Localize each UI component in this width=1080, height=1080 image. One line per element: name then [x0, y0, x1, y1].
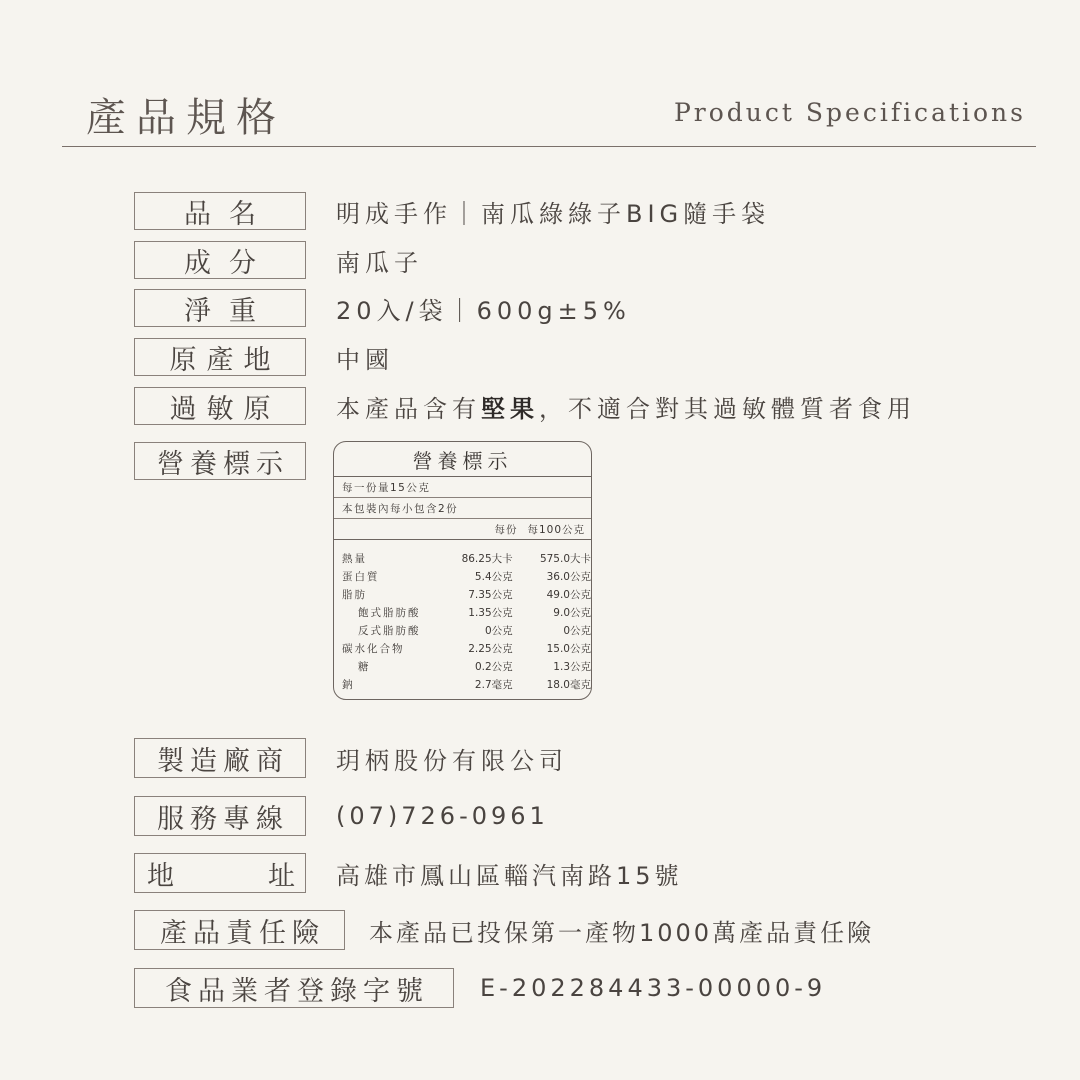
nutrient-per-serving: 86.25大卡: [461, 552, 513, 565]
spec-value-address: 高雄市鳳山區輜汽南路15號: [336, 861, 683, 890]
nutrient-per-100g: 36.0公克: [546, 570, 591, 583]
nutrition-serving-size: 每一份量15公克: [334, 477, 591, 498]
spec-label-origin: 原產地: [134, 338, 306, 376]
nutrient-per-100g: 575.0大卡: [539, 552, 591, 565]
nutrition-rows: [334, 540, 591, 693]
spec-row-ingredients: [134, 241, 423, 279]
nutrient-per-100g: 15.0公克: [546, 642, 591, 655]
allergen-text-pre: 本產品含有: [336, 394, 481, 423]
spec-row-insurance: [134, 910, 874, 950]
nutrition-row: [334, 639, 591, 657]
spec-label-manufacturer: 製造廠商: [134, 738, 306, 778]
allergen-text-post: ，不適合對其過敏體質者食用: [539, 394, 916, 423]
nutrient-per-100g: 0公克: [563, 624, 591, 637]
spec-row-allergen: [134, 387, 916, 425]
page-subtitle: Product Specifications: [673, 98, 1026, 127]
spec-label-net-weight: 淨重: [134, 289, 306, 327]
nutrition-row: [334, 585, 591, 603]
nutrition-row: [334, 675, 591, 693]
spec-label-allergen: 過敏原: [134, 387, 306, 425]
spec-row-address: [134, 853, 683, 893]
nutrition-title: 營養標示: [334, 442, 591, 477]
spec-value-hotline: (07)726-0961: [336, 802, 549, 830]
spec-value-allergen: [336, 389, 916, 424]
spec-value-manufacturer: 玥柄股份有限公司: [336, 746, 568, 775]
nutrient-name: 脂肪: [342, 588, 367, 601]
nutrient-per-100g: 1.3公克: [553, 660, 591, 673]
nutrition-servings: 本包裝內每小包含2份: [334, 498, 591, 519]
spec-row-manufacturer: [134, 738, 568, 778]
nutrient-name: 蛋白質: [342, 570, 380, 583]
nutrition-facts-panel: [333, 441, 592, 700]
nutrition-row: [334, 621, 591, 639]
nutrient-per-100g: 18.0毫克: [546, 678, 591, 691]
nutrient-per-100g: 49.0公克: [546, 588, 591, 601]
nutrition-row: [334, 567, 591, 585]
nutrient-per-serving: 7.35公克: [468, 588, 513, 601]
nutrient-per-serving: 1.35公克: [468, 606, 513, 619]
spec-row-net-weight: [134, 289, 631, 327]
spec-row-origin: [134, 338, 394, 376]
spec-value-ingredients: 南瓜子: [336, 248, 423, 277]
title-divider: [62, 146, 1036, 147]
spec-row-nutrition: [134, 442, 306, 480]
allergen-highlight: 堅果: [481, 394, 539, 423]
nutrient-name: 反式脂肪酸: [358, 624, 421, 637]
spec-label-ingredients: 成分: [134, 241, 306, 279]
nutrition-row: [334, 603, 591, 621]
spec-label-address: [134, 853, 306, 893]
spec-value-origin: 中國: [336, 345, 394, 374]
spec-value-net-weight: 20入/袋｜600g±5%: [336, 296, 631, 325]
spec-value-registration: E-202284433-00000-9: [480, 974, 827, 1002]
spec-row-name: [134, 192, 770, 230]
nutrient-per-serving: 2.25公克: [468, 642, 513, 655]
page-title: 產品規格: [86, 95, 286, 141]
spec-label-address-right: 址: [268, 860, 295, 892]
spec-value-insurance: 本產品已投保第一產物1000萬產品責任險: [369, 918, 875, 947]
nutrient-name: 飽式脂肪酸: [358, 606, 421, 619]
nutrient-name: 碳水化合物: [342, 642, 405, 655]
nutrition-row: [334, 657, 591, 675]
spec-row-hotline: [134, 796, 549, 836]
spec-label-name: 品名: [134, 192, 306, 230]
spec-value-name: 明成手作｜南瓜綠綠子BIG隨手袋: [336, 199, 771, 228]
nutrition-col-per-serving: 每份: [494, 523, 518, 536]
spec-label-registration: 食品業者登錄字號: [134, 968, 454, 1008]
spec-label-hotline: 服務專線: [134, 796, 306, 836]
nutrient-per-serving: 0.2公克: [474, 660, 513, 673]
nutrient-per-100g: 9.0公克: [553, 606, 591, 619]
spec-label-insurance: 產品責任險: [134, 910, 345, 950]
nutrient-per-serving: 0公克: [484, 624, 513, 637]
nutrient-name: 熱量: [342, 552, 367, 565]
nutrition-row: [334, 549, 591, 567]
nutrition-column-header: [334, 519, 591, 540]
nutrient-name: 鈉: [342, 678, 355, 691]
spec-row-registration: [134, 968, 826, 1008]
nutrient-per-serving: 5.4公克: [474, 570, 513, 583]
nutrient-name: 糖: [358, 660, 371, 673]
spec-label-nutrition: 營養標示: [134, 442, 306, 480]
nutrient-per-serving: 2.7毫克: [474, 678, 513, 691]
spec-label-address-left: 地: [147, 860, 174, 892]
nutrition-col-per-100g: 每100公克: [527, 523, 585, 536]
